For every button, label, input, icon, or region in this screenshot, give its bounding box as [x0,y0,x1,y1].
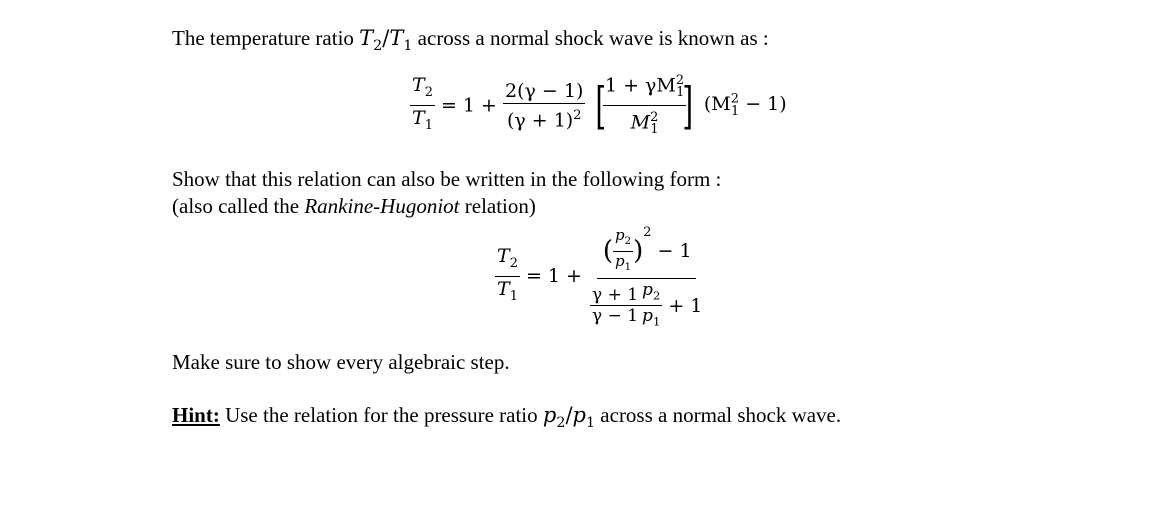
t2-subscript: 2 [373,38,383,55]
lhs-den-sub: 1 [424,117,433,133]
gamma-fraction [590,286,640,325]
hint-text-before: Use the relation for the pressure ratio [219,403,543,427]
lhs-num: T [412,74,425,97]
show-text-line1: Show that this relation can also be written in the following form : [172,167,722,191]
gamma-minus-one: γ − 1 [592,305,639,326]
tail-term [703,92,787,120]
bracket-num: 1 + γM [604,74,676,97]
p1-symbol-b: p [642,305,653,326]
p-ratio-fraction-2 [640,281,662,331]
p1-inline: p [572,403,586,427]
gamma-plus-one: γ + 1 [592,284,639,305]
slash-2: / [565,403,573,427]
bracket-den-sup: 2 [650,110,659,126]
p2-symbol-b: p [642,279,653,300]
temperature-ratio-equation [410,70,787,141]
lhs2-den: T [497,277,510,300]
plus-one: + 1 [662,294,703,317]
p1-sub: 1 [624,261,632,273]
right-bracket: ] [682,76,694,135]
p-ratio-fraction [613,227,633,276]
bracket-num-sup: 2 [675,73,685,88]
lhs2-num: T [497,244,510,267]
hint-paragraph [172,402,841,436]
p1-inline-sub: 1 [585,415,596,432]
show-paragraph-line1 [172,166,721,192]
steps-text: Make sure to show every algebraic step. [172,350,510,374]
equals-one-plus: = 1 + [440,94,497,117]
intro-text-before: The temperature ratio [172,26,360,50]
tail-open: (M [703,93,731,116]
p2-sub-b: 2 [652,287,661,302]
show-text-before: (also called the [172,194,305,218]
equals-one-plus-2: = 1 + [525,265,582,288]
bracket-fraction [603,70,686,141]
hint-label: Hint: [172,403,220,427]
p2-inline: p [542,403,557,427]
steps-paragraph [172,349,510,375]
p2-inline-sub: 2 [556,415,566,432]
left-bracket: [ [595,76,607,135]
lhs-fraction [410,74,435,137]
coef-den-sup: 2 [573,107,582,123]
tail-sup: 2 [730,92,739,108]
slash: / [382,26,390,50]
bracket-den: M [630,111,651,134]
paren-open: ( [602,236,613,266]
paren-close: ) [633,236,644,266]
show-paragraph-line2 [172,193,536,219]
intro-text-after: across a normal shock wave is known as : [412,26,769,50]
p1-symbol: p [615,251,625,270]
p1-sub-b: 1 [652,314,661,329]
tail-close: − 1) [739,93,787,116]
minus-one: − 1 [651,240,692,262]
coefficient-fraction [503,80,585,131]
coef-den: (γ + 1) [506,109,574,132]
lhs2-fraction [495,245,520,308]
tail-sub: 1 [730,104,740,120]
intro-paragraph [172,25,769,59]
t1-symbol: T [389,26,404,50]
main-fraction [588,222,704,330]
rankine-hugoniot-name: Rankine-Hugoniot [304,194,460,218]
lhs2-den-sub: 1 [509,288,518,304]
coef-num: 2(γ − 1) [505,79,584,102]
bracket-num-sub: 1 [676,85,685,101]
power-two: 2 [643,225,652,240]
temperature-ratio-inline [359,26,413,55]
p2-symbol: p [615,225,625,244]
p2-sub: 2 [624,235,632,247]
bracket-den-sub: 1 [650,122,659,138]
lhs-den: T [412,107,425,130]
hint-text-after: across a normal shock wave. [595,403,842,427]
rankine-hugoniot-equation [495,222,704,330]
lhs-num-sub: 2 [424,85,433,101]
t2-symbol: T [359,26,374,50]
pressure-ratio-inline [542,403,596,432]
show-text-after: relation) [459,194,536,218]
lhs2-num-sub: 2 [509,255,518,271]
t1-subscript: 1 [403,38,413,55]
